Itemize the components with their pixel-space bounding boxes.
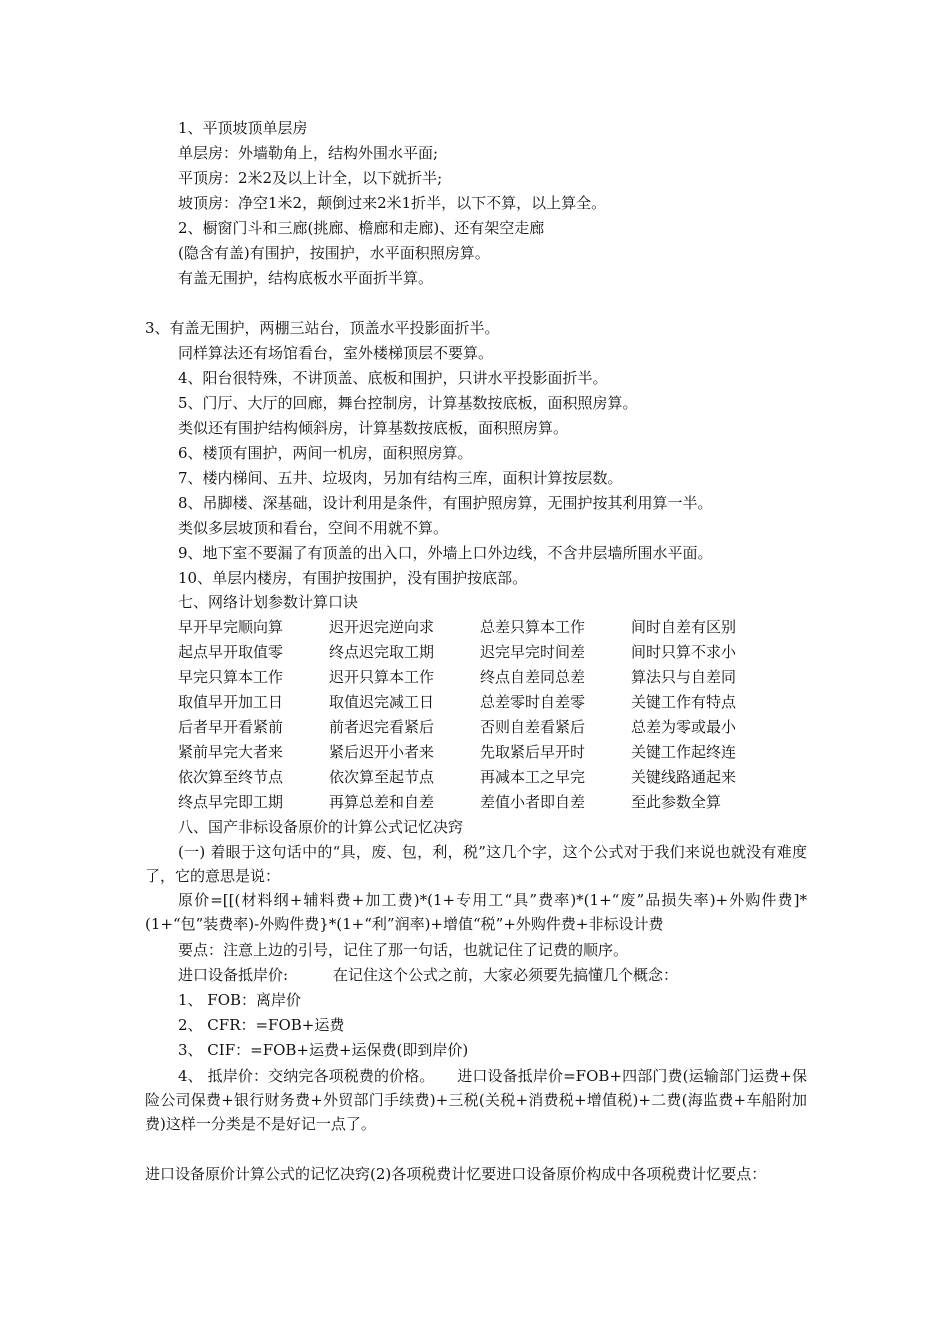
text-line: 8、吊脚楼、深基础，设计利用是条件，有围护照房算，无围护按其利用算一半。 [178, 494, 713, 512]
rhyme-cell: 关键线路通起来 [631, 768, 737, 786]
paragraph: 4、 抵岸价：交纳完各项税费的价格。 进口设备抵岸价=FOB+四部门费(运输部门运费+保险公司保费+银行财务费+外贸部门手续费)+三税(关税+消费税+增值税)+二费(海监费+车船附加费)这样一分类是不是好记一点了。 [145, 1067, 807, 1133]
rhyme-cell: 差值小者即自差 [480, 793, 586, 811]
section-heading: 八、国产非标设备原价的计算公式记忆决窍 [178, 818, 464, 836]
text-line: 4、阳台很特殊，不讲顶盖、底板和围护，只讲水平投影面折半。 [178, 369, 608, 387]
rhyme-cell: 否则自差看紧后 [480, 718, 586, 736]
formula-paragraph: 原价=[[(材料纲+辅料费+加工费)*(1+专用工“具”费率)*(1+“废”品损失率)+外购件费]*(1+“包”装费率)-外购件费}*(1+“利”润率)+增值“税”+外购件费+非标设计费 [145, 891, 807, 933]
rhyme-cell: 再减本工之早完 [480, 768, 586, 786]
rhyme-cell: 终点迟完取工期 [329, 643, 435, 661]
text-line: 坡顶房：净空1米2，颠倒过来2米1折半，以下不算，以上算全。 [178, 194, 607, 212]
text-line: 类似多层坡顶和看台，空间不用就不算。 [178, 519, 449, 537]
definition-line: 2、 CFR：=FOB+运费 [178, 1016, 345, 1034]
rhyme-cell: 紧前早完大者来 [178, 743, 284, 761]
text-line: 类似还有围护结构倾斜房，计算基数按底板，面积照房算。 [178, 419, 569, 437]
text-line: 要点：注意上边的引号，记住了那一句话，也就记住了记费的顺序。 [178, 941, 629, 959]
text-line: 同样算法还有场馆看台，室外楼梯顶层不要算。 [178, 344, 494, 362]
rhyme-cell: 紧后迟开小者来 [329, 743, 435, 761]
rhyme-cell: 至此参数全算 [631, 793, 722, 811]
rhyme-cell: 总差只算本工作 [480, 618, 586, 636]
rhyme-cell: 再算总差和自差 [329, 793, 435, 811]
text-line: 5、门厅、大厅的回廊，舞台控制房，计算基数按底板，面积照房算。 [178, 394, 638, 412]
rhyme-cell: 早完只算本工作 [178, 668, 284, 686]
rhyme-cell: 取值迟完减工日 [329, 693, 435, 711]
rhyme-cell: 依次算至起节点 [329, 768, 435, 786]
paragraph: (一) 着眼于这句话中的“具，废、包，利，税”这几个字，这个公式对于我们来说也就没有难度了，它的意思是说： [145, 843, 807, 885]
section-heading: 七、网络计划参数计算口诀 [178, 593, 359, 611]
rhyme-cell: 起点早开取值零 [178, 643, 284, 661]
text-line: 6、楼顶有围护，两间一机房，面积照房算。 [178, 444, 473, 462]
text-line: 3、有盖无围护，两棚三站台，顶盖水平投影面折半。 [145, 319, 500, 337]
rhyme-cell: 先取紧后早开时 [480, 743, 586, 761]
definition-line: 1、 FOB：离岸价 [178, 991, 302, 1009]
text-line: (隐含有盖)有围护，按围护，水平面积照房算。 [178, 244, 490, 262]
text-line: 有盖无围护，结构底板水平面折半算。 [178, 269, 434, 287]
rhyme-cell: 取值早开加工日 [178, 693, 284, 711]
rhyme-cell: 算法只与自差同 [631, 668, 737, 686]
rhyme-cell: 关键工作有特点 [631, 693, 737, 711]
text-line: 单层房：外墙勒角上，结构外围水平面; [178, 144, 439, 162]
rhyme-cell: 间时只算不求小 [631, 643, 737, 661]
rhyme-cell: 终点自差同总差 [480, 668, 586, 686]
rhyme-cell: 迟开只算本工作 [329, 668, 435, 686]
rhyme-cell: 总差零时自差零 [480, 693, 586, 711]
text-line: 1、平顶坡顶单层房 [178, 119, 308, 137]
rhyme-cell: 依次算至终节点 [178, 768, 284, 786]
paragraph: 进口设备原价计算公式的记忆决窍(2)各项税费计忆要进口设备原价构成中各项税费计忆要点： [145, 1165, 767, 1183]
rhyme-cell: 终点早完即工期 [178, 793, 284, 811]
text-line: 平顶房：2米2及以上计全，以下就折半; [178, 169, 443, 187]
text-line: 进口设备抵岸价: [178, 966, 289, 984]
text-line: 7、楼内梯间、五井、垃圾肉，另加有结构三库，面积计算按层数。 [178, 469, 623, 487]
text-line: 在记住这个公式之前，大家必须要先搞懂几个概念： [333, 966, 679, 984]
rhyme-cell: 间时自差有区别 [631, 618, 737, 636]
text-line: 9、地下室不要漏了有顶盖的出入口，外墙上口外边线，不含井层墙所围水平面。 [178, 544, 713, 562]
rhyme-cell: 总差为零或最小 [631, 718, 737, 736]
rhyme-cell: 早开早完顺向算 [178, 618, 284, 636]
text-line: 10、单层内楼房，有围护按围护，没有围护按底部。 [178, 569, 528, 587]
rhyme-cell: 迟完早完时间差 [480, 643, 586, 661]
text-line: 2、橱窗门斗和三廊(挑廊、檐廊和走廊)、还有架空走廊 [178, 219, 545, 237]
rhyme-cell: 后者早开看紧前 [178, 718, 284, 736]
definition-line: 3、 CIF：=FOB+运费+运保费(即到岸价) [178, 1041, 469, 1059]
rhyme-cell: 前者迟完看紧后 [329, 718, 435, 736]
rhyme-cell: 关键工作起终连 [631, 743, 737, 761]
rhyme-cell: 迟开迟完逆向求 [329, 618, 435, 636]
